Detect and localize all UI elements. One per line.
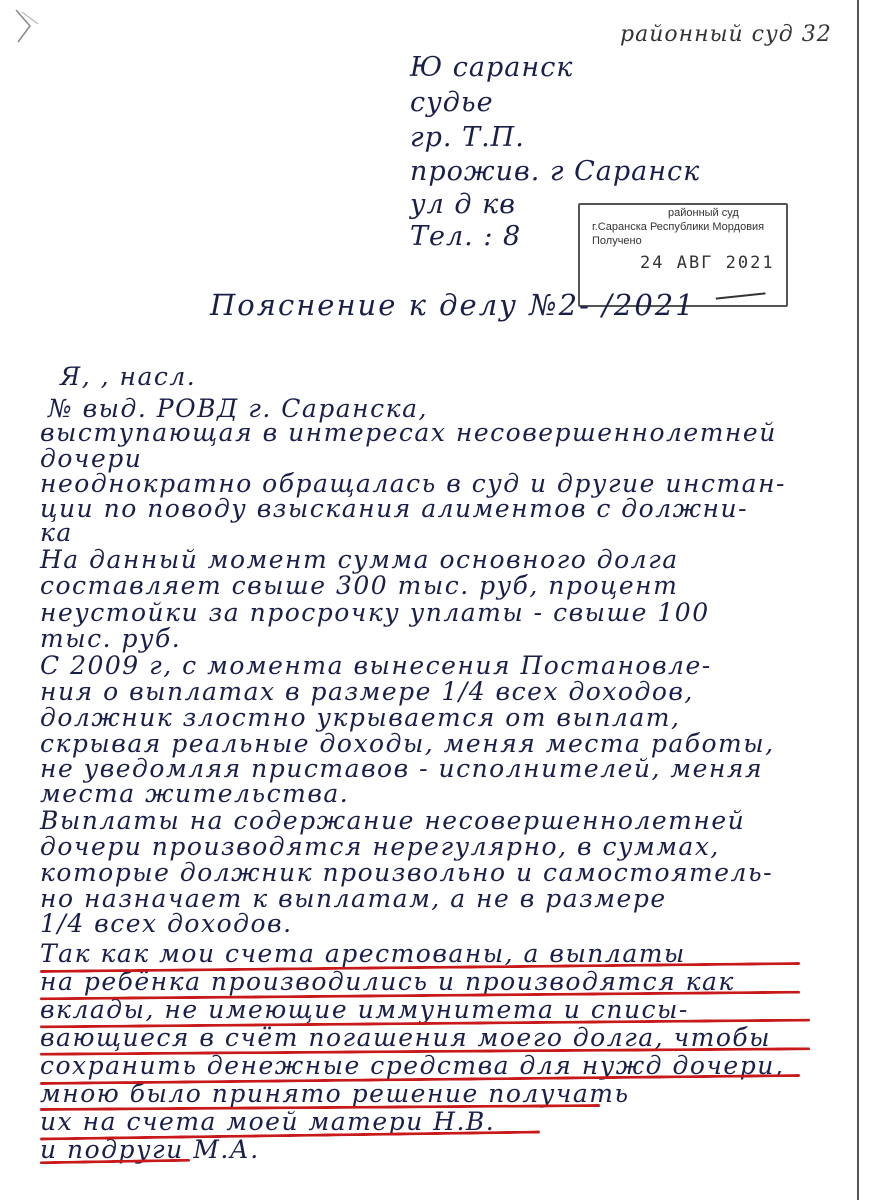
body-line: сохранить денежные средства для нужд дочери, (40, 1051, 785, 1080)
body-line: неустойки за просрочку уплаты - свыше 100 (40, 598, 710, 627)
body-line: вклады, не имеющие иммунитета и списы- (40, 995, 689, 1024)
corner-note: районный суд 32 (620, 22, 832, 47)
body-line: тыс. руб. (40, 624, 182, 653)
body-line: 1/4 всех доходов. (40, 909, 293, 938)
body-line: составляет свыше 300 тыс. руб, процент (40, 571, 679, 600)
body-line: неоднократно обращалась в суд и другие инстан- (40, 469, 786, 498)
binding-mark-icon (12, 6, 44, 46)
body-line: дочери (40, 444, 143, 473)
page-edge (857, 0, 859, 1200)
stamp-signature (714, 280, 765, 299)
body-line: Я, , насл. (60, 362, 197, 391)
body-line: Так как мои счета арестованы, а выплаты (40, 939, 686, 968)
header-line-phone: Тел. : 8 (410, 221, 522, 252)
body-line: но назначает к выплатам, а не в размере (40, 884, 667, 913)
body-line: ции по поводу взыскания алиментов с должни- (40, 494, 749, 523)
body-line: ния о выплатах в размере 1/4 всех доходов, (40, 677, 694, 706)
body-line: На данный момент сумма основного долга (40, 545, 679, 574)
stamp-date: 24 АВГ 2021 (640, 253, 775, 273)
stamp-received: Получено (592, 235, 642, 247)
body-line: которые должник произвольно и самостоятель- (40, 858, 774, 887)
header-line-address: ул д кв (410, 189, 516, 220)
header-line-citizen: гр. Т.П. (410, 122, 525, 153)
header-line-court: Ю саранск (410, 52, 574, 83)
stamp-court-city: г.Саранска Республики Мордовия (592, 221, 765, 233)
body-line: дочери производятся нерегулярно, в суммах, (40, 832, 720, 861)
body-line: и подруги М.А. (40, 1135, 260, 1164)
body-line: должник злостно укрывается от выплат, (40, 703, 681, 732)
header-line-residence: прожив. г Саранск (410, 156, 701, 187)
stamp-court-name: районный суд (668, 207, 739, 219)
document-title: Пояснение к делу №2- /2021 (210, 288, 696, 322)
body-line: места жительства. (40, 779, 350, 808)
body-line: С 2009 г, с момента вынесения Постановле- (40, 651, 712, 680)
body-line: выступающая в интересах несовершеннолетней (40, 418, 777, 447)
body-line: № выд. РОВД г. Саранска, (48, 394, 428, 423)
body-line: Выплаты на содержание несовершеннолетней (40, 806, 746, 835)
body-line: не уведомляя приставов - исполнителей, меняя (40, 754, 764, 783)
body-line: их на счета моей матери Н.В. (40, 1107, 496, 1136)
header-line-judge: судье (410, 87, 494, 118)
body-line: ка (40, 518, 73, 547)
body-line: скрывая реальные доходы, меняя места работы, (40, 729, 775, 758)
body-line: мною было принято решение получать (40, 1079, 630, 1108)
body-line: вающиеся в счёт погашения моего долга, чтобы (40, 1023, 772, 1052)
body-line: на ребёнка производились и производятся как (40, 967, 735, 996)
